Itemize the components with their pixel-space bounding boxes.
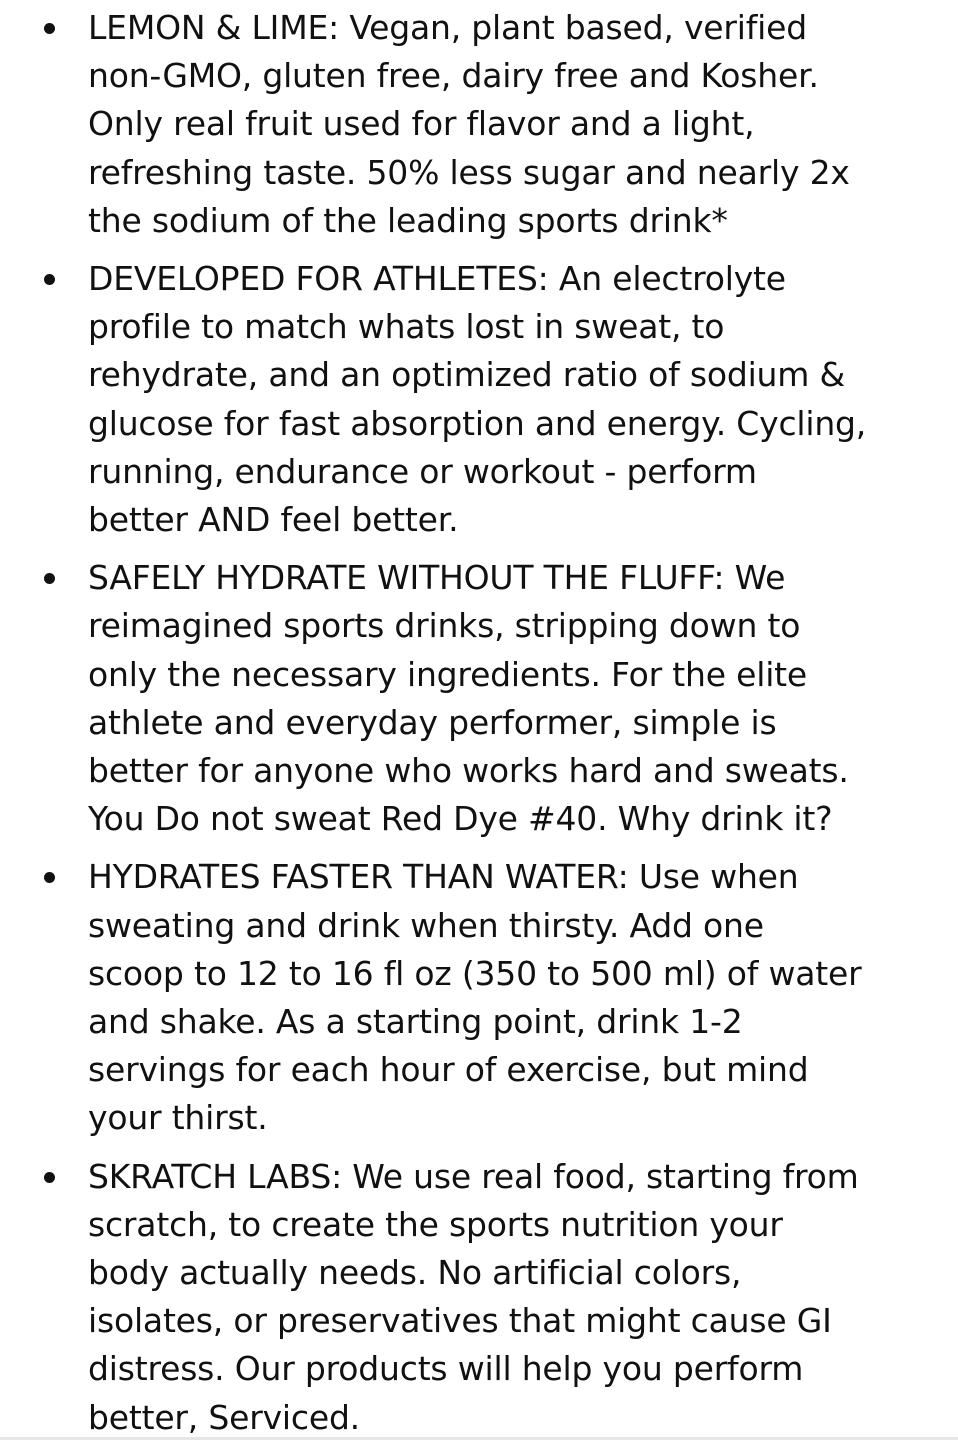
bullet-dot-icon	[44, 274, 55, 285]
text-line: Only real fruit used for flavor and a light,	[88, 104, 755, 144]
text-line: You Do not sweat Red Dye #40. Why drink it?	[88, 799, 833, 839]
text-line: scratch, to create the sports nutrition your	[88, 1204, 783, 1244]
text-line: only the necessary ingredients. For the elite	[88, 654, 807, 694]
text-line: body actually needs. No artificial colors,	[88, 1253, 742, 1293]
bullet-dot-icon	[44, 573, 55, 584]
text-line: non-GMO, gluten free, dairy free and Kosher.	[88, 56, 819, 96]
bullet-dot-icon	[44, 23, 55, 34]
list-item	[0, 853, 958, 1142]
text-line: and shake. As a starting point, drink 1-2	[88, 1002, 743, 1042]
text-line: refreshing taste. 50% less sugar and nearly 2x	[88, 152, 850, 192]
text-line: glucose for fast absorption and energy. Cycling,	[88, 403, 867, 443]
text-line: isolates, or preservatives that might cause GI	[88, 1301, 832, 1341]
text-line: HYDRATES FASTER THAN WATER: Use when	[88, 857, 799, 897]
list-item	[0, 4, 958, 245]
text-line: athlete and everyday performer, simple is	[88, 702, 777, 742]
text-line: sweating and drink when thirsty. Add one	[88, 905, 764, 945]
text-line: SAFELY HYDRATE WITHOUT THE FLUFF: We	[88, 558, 786, 598]
text-line: the sodium of the leading sports drink*	[88, 200, 728, 240]
text-line: better for anyone who works hard and sweats.	[88, 751, 849, 791]
text-line: LEMON & LIME: Vegan, plant based, verified	[88, 8, 807, 47]
text-line: servings for each hour of exercise, but mind	[88, 1050, 809, 1090]
text-line: running, endurance or workout - perform	[88, 451, 757, 491]
list-item	[0, 255, 958, 544]
text-line: your thirst.	[88, 1098, 268, 1138]
bullet-text	[88, 554, 938, 843]
bullet-text	[88, 1153, 938, 1442]
list-item	[0, 554, 958, 843]
text-line: SKRATCH LABS: We use real food, starting from	[88, 1156, 859, 1196]
feature-bullet-list	[0, 4, 958, 1452]
text-line: DEVELOPED FOR ATHLETES: An electrolyte	[88, 259, 786, 299]
bullet-dot-icon	[44, 872, 55, 883]
text-line: profile to match whats lost in sweat, to	[88, 307, 725, 347]
text-line: better, Serviced.	[88, 1397, 360, 1437]
text-line: distress. Our products will help you perform	[88, 1349, 804, 1389]
list-item	[0, 1153, 958, 1442]
bullet-text	[88, 4, 938, 245]
bullet-text	[88, 255, 938, 544]
text-line: scoop to 12 to 16 fl oz (350 to 500 ml) of water	[88, 953, 862, 993]
text-line: better AND feel better.	[88, 500, 459, 540]
text-line: rehydrate, and an optimized ratio of sodium &	[88, 355, 846, 395]
bullet-dot-icon	[44, 1172, 55, 1183]
bullet-text	[88, 853, 938, 1142]
text-line: reimagined sports drinks, stripping down to	[88, 606, 801, 646]
